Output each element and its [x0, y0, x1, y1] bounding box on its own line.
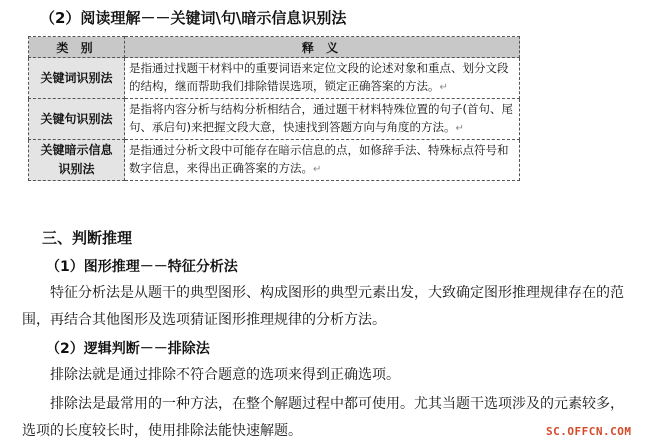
figure-reasoning-title: （1）图形推理－－特征分析法 [46, 259, 238, 275]
table-header-row [29, 37, 520, 58]
table-cell-definition: 是指通过找题干材料中的重要词语来定位文段的论述对象和重点、划分文段的结构，继而帮助我们排除错误选项，锁定正确答案的方法。↵ [125, 58, 520, 99]
table-cell-category: 关键词识别法 [29, 58, 125, 99]
table-cell-category: 关键暗示信息识别法 [29, 140, 125, 181]
paragraph-mark-icon: ↵ [455, 123, 464, 134]
table-cell-definition: 是指将内容分析与结构分析相结合，通过题干材料特殊位置的句子(首句、尾句、承启句)来把握文段大意，快速找到答题方向与角度的方法。↵ [125, 99, 520, 140]
reading-section-title: （2）阅读理解－－关键词\句\暗示信息识别法 [40, 9, 347, 27]
keyword-method-table [28, 36, 520, 181]
logic-judgment-title: （2）逻辑判断－－排除法 [46, 341, 210, 357]
logic-judgment-paragraph-1: 排除法就是通过排除不符合题意的选项来得到正确选项。 [50, 367, 400, 383]
site-watermark: SC.OFFCN.COM [546, 425, 632, 438]
figure-reasoning-paragraph: 特征分析法是从题干的典型图形、构成图形的典型元素出发，大致确定图形推理规律存在的范围，再结合其他图形及选项猜证图形推理规律的分析方法。 [22, 285, 624, 328]
table-header-definition: 释 义 [125, 37, 520, 58]
table-row [29, 99, 520, 140]
table-row [29, 58, 520, 99]
table-row [29, 140, 520, 181]
table-cell-category: 关键句识别法 [29, 99, 125, 140]
table-cell-definition: 是指通过分析文段中可能存在暗示信息的点，如修辞手法、特殊标点符号和数字信息，来得出正确答案的方法。↵ [125, 140, 520, 181]
logic-judgment-paragraph-2: 排除法是最常用的一种方法，在整个解题过程中都可使用。尤其当题干选项涉及的元素较多，选项的长度较长时，使用排除法能快速解题。 [22, 396, 624, 439]
paragraph-mark-icon: ↵ [439, 82, 448, 93]
paragraph-mark-icon: ↵ [313, 164, 322, 175]
judgment-section-title: 三、判断推理 [42, 229, 133, 247]
table-header-category: 类 别 [29, 37, 125, 58]
